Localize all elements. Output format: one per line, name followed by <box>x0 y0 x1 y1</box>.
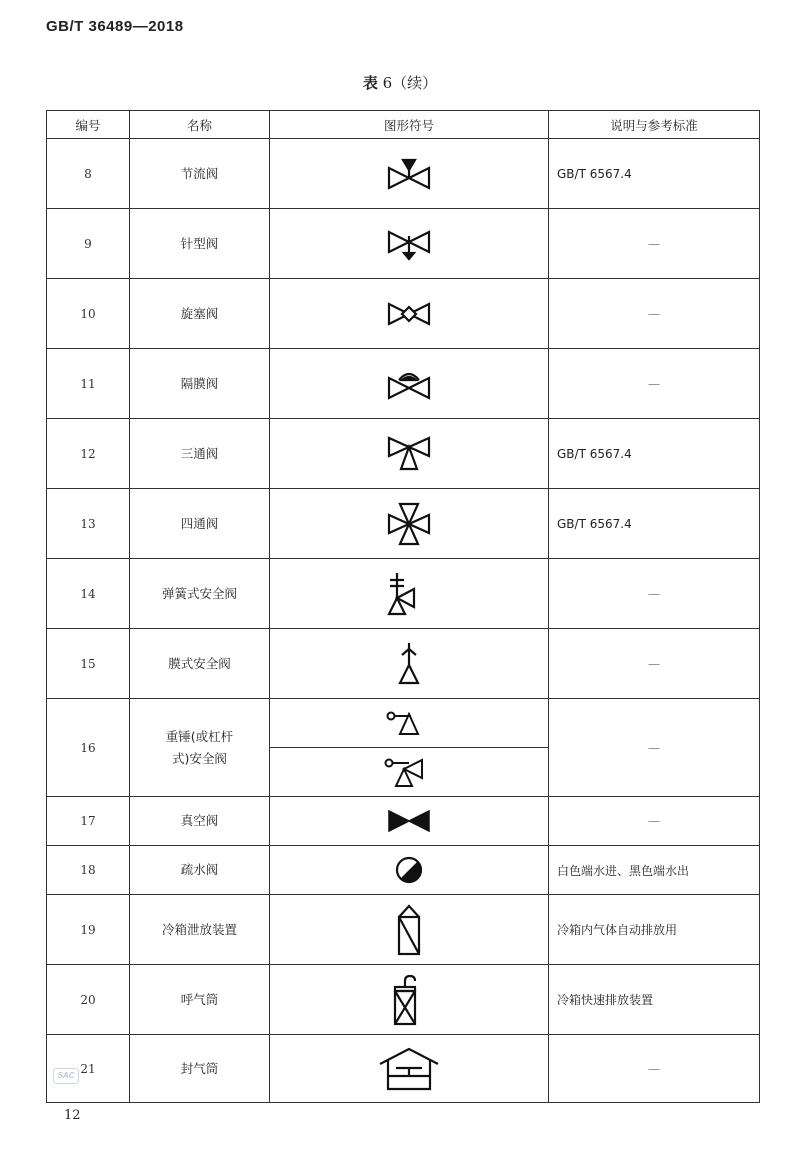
lever-safety-valve-icon <box>384 755 434 789</box>
table-row <box>47 419 760 489</box>
row-name: 四通阀 <box>130 489 270 559</box>
seal-gas-icon <box>376 1046 442 1092</box>
row-number: 18 <box>47 846 130 895</box>
symbol-cell <box>270 139 549 209</box>
row-number: 15 <box>47 629 130 699</box>
spring-safety-valve-icon <box>384 570 434 618</box>
throttle-valve-icon <box>384 156 434 192</box>
row-description: GB/T 6567.4 <box>549 489 760 559</box>
row-number: 17 <box>47 797 130 846</box>
row-description: GB/T 6567.4 <box>549 139 760 209</box>
table-title <box>0 72 800 93</box>
table-row <box>47 139 760 209</box>
symbol-cell <box>270 797 549 846</box>
table-row <box>47 699 760 748</box>
row-description: 白色端水进、黑色端水出 <box>549 846 760 895</box>
row-name: 冷箱泄放装置 <box>130 895 270 965</box>
row-description: — <box>549 629 760 699</box>
cold-box-relief-icon <box>394 903 424 957</box>
table-row <box>47 209 760 279</box>
needle-valve-icon <box>384 226 434 262</box>
row-name: 旋塞阀 <box>130 279 270 349</box>
row-description: 冷箱内气体自动排放用 <box>549 895 760 965</box>
row-description: — <box>549 559 760 629</box>
row-name <box>130 699 270 797</box>
standard-code: GB/T 36489—2018 <box>46 18 184 35</box>
symbol-cell <box>270 279 549 349</box>
diaphragm-valve-icon <box>384 368 434 400</box>
col-header-name: 名称 <box>130 111 270 139</box>
table-header-row <box>47 111 760 139</box>
row-description: — <box>549 209 760 279</box>
row-number: 9 <box>47 209 130 279</box>
row-name: 膜式安全阀 <box>130 629 270 699</box>
col-header-symbol: 图形符号 <box>270 111 549 139</box>
page-number: 12 <box>64 1108 81 1123</box>
symbol-cell <box>270 209 549 279</box>
table-row <box>47 349 760 419</box>
symbol-cell <box>270 559 549 629</box>
row-name: 呼气筒 <box>130 965 270 1035</box>
row-number: 10 <box>47 279 130 349</box>
table-row <box>47 895 760 965</box>
table-row <box>47 489 760 559</box>
four-way-valve-icon <box>384 500 434 548</box>
symbol-cell <box>270 419 549 489</box>
row-name: 三通阀 <box>130 419 270 489</box>
row-name: 封气筒 <box>130 1035 270 1103</box>
symbol-cell <box>270 349 549 419</box>
row-number: 12 <box>47 419 130 489</box>
symbol-cell <box>270 748 549 797</box>
symbol-table <box>46 110 760 1103</box>
symbol-cell <box>270 965 549 1035</box>
row-number: 20 <box>47 965 130 1035</box>
row-number: 8 <box>47 139 130 209</box>
row-description: 冷箱快速排放装置 <box>549 965 760 1035</box>
membrane-safety-valve-icon <box>394 641 424 687</box>
row-description: — <box>549 699 760 797</box>
table-title-suffix: 6（续） <box>377 74 438 92</box>
col-header-description: 说明与参考标准 <box>549 111 760 139</box>
row-number: 11 <box>47 349 130 419</box>
symbol-cell <box>270 846 549 895</box>
three-way-valve-icon <box>384 434 434 474</box>
row-name-line2: 式)安全阀 <box>172 750 227 766</box>
weight-safety-valve-icon <box>384 708 434 738</box>
steam-trap-icon <box>394 855 424 885</box>
sac-logo: SAC <box>53 1068 79 1084</box>
row-description: — <box>549 1035 760 1103</box>
table-row <box>47 846 760 895</box>
symbol-cell <box>270 895 549 965</box>
row-name: 节流阀 <box>130 139 270 209</box>
vacuum-valve-icon <box>387 809 431 833</box>
row-description: — <box>549 279 760 349</box>
row-number: 19 <box>47 895 130 965</box>
table-row <box>47 965 760 1035</box>
row-name-line1: 重锤(或杠杆 <box>165 728 234 744</box>
breather-icon <box>389 973 429 1027</box>
row-number: 16 <box>47 699 130 797</box>
row-number: 13 <box>47 489 130 559</box>
row-description: GB/T 6567.4 <box>549 419 760 489</box>
table-row <box>47 279 760 349</box>
row-description: — <box>549 349 760 419</box>
table-row <box>47 629 760 699</box>
col-header-number: 编号 <box>47 111 130 139</box>
table-row <box>47 1035 760 1103</box>
row-name: 弹簧式安全阀 <box>130 559 270 629</box>
symbol-cell <box>270 1035 549 1103</box>
symbol-cell <box>270 629 549 699</box>
row-number: 21 <box>47 1035 130 1103</box>
table-title-prefix: 表 <box>362 74 378 92</box>
row-description: — <box>549 797 760 846</box>
row-name: 针型阀 <box>130 209 270 279</box>
row-number: 14 <box>47 559 130 629</box>
symbol-cell <box>270 699 549 748</box>
table-row <box>47 559 760 629</box>
table-row <box>47 797 760 846</box>
row-name: 真空阀 <box>130 797 270 846</box>
plug-valve-icon <box>384 299 434 329</box>
row-name: 隔膜阀 <box>130 349 270 419</box>
symbol-cell <box>270 489 549 559</box>
row-name: 疏水阀 <box>130 846 270 895</box>
